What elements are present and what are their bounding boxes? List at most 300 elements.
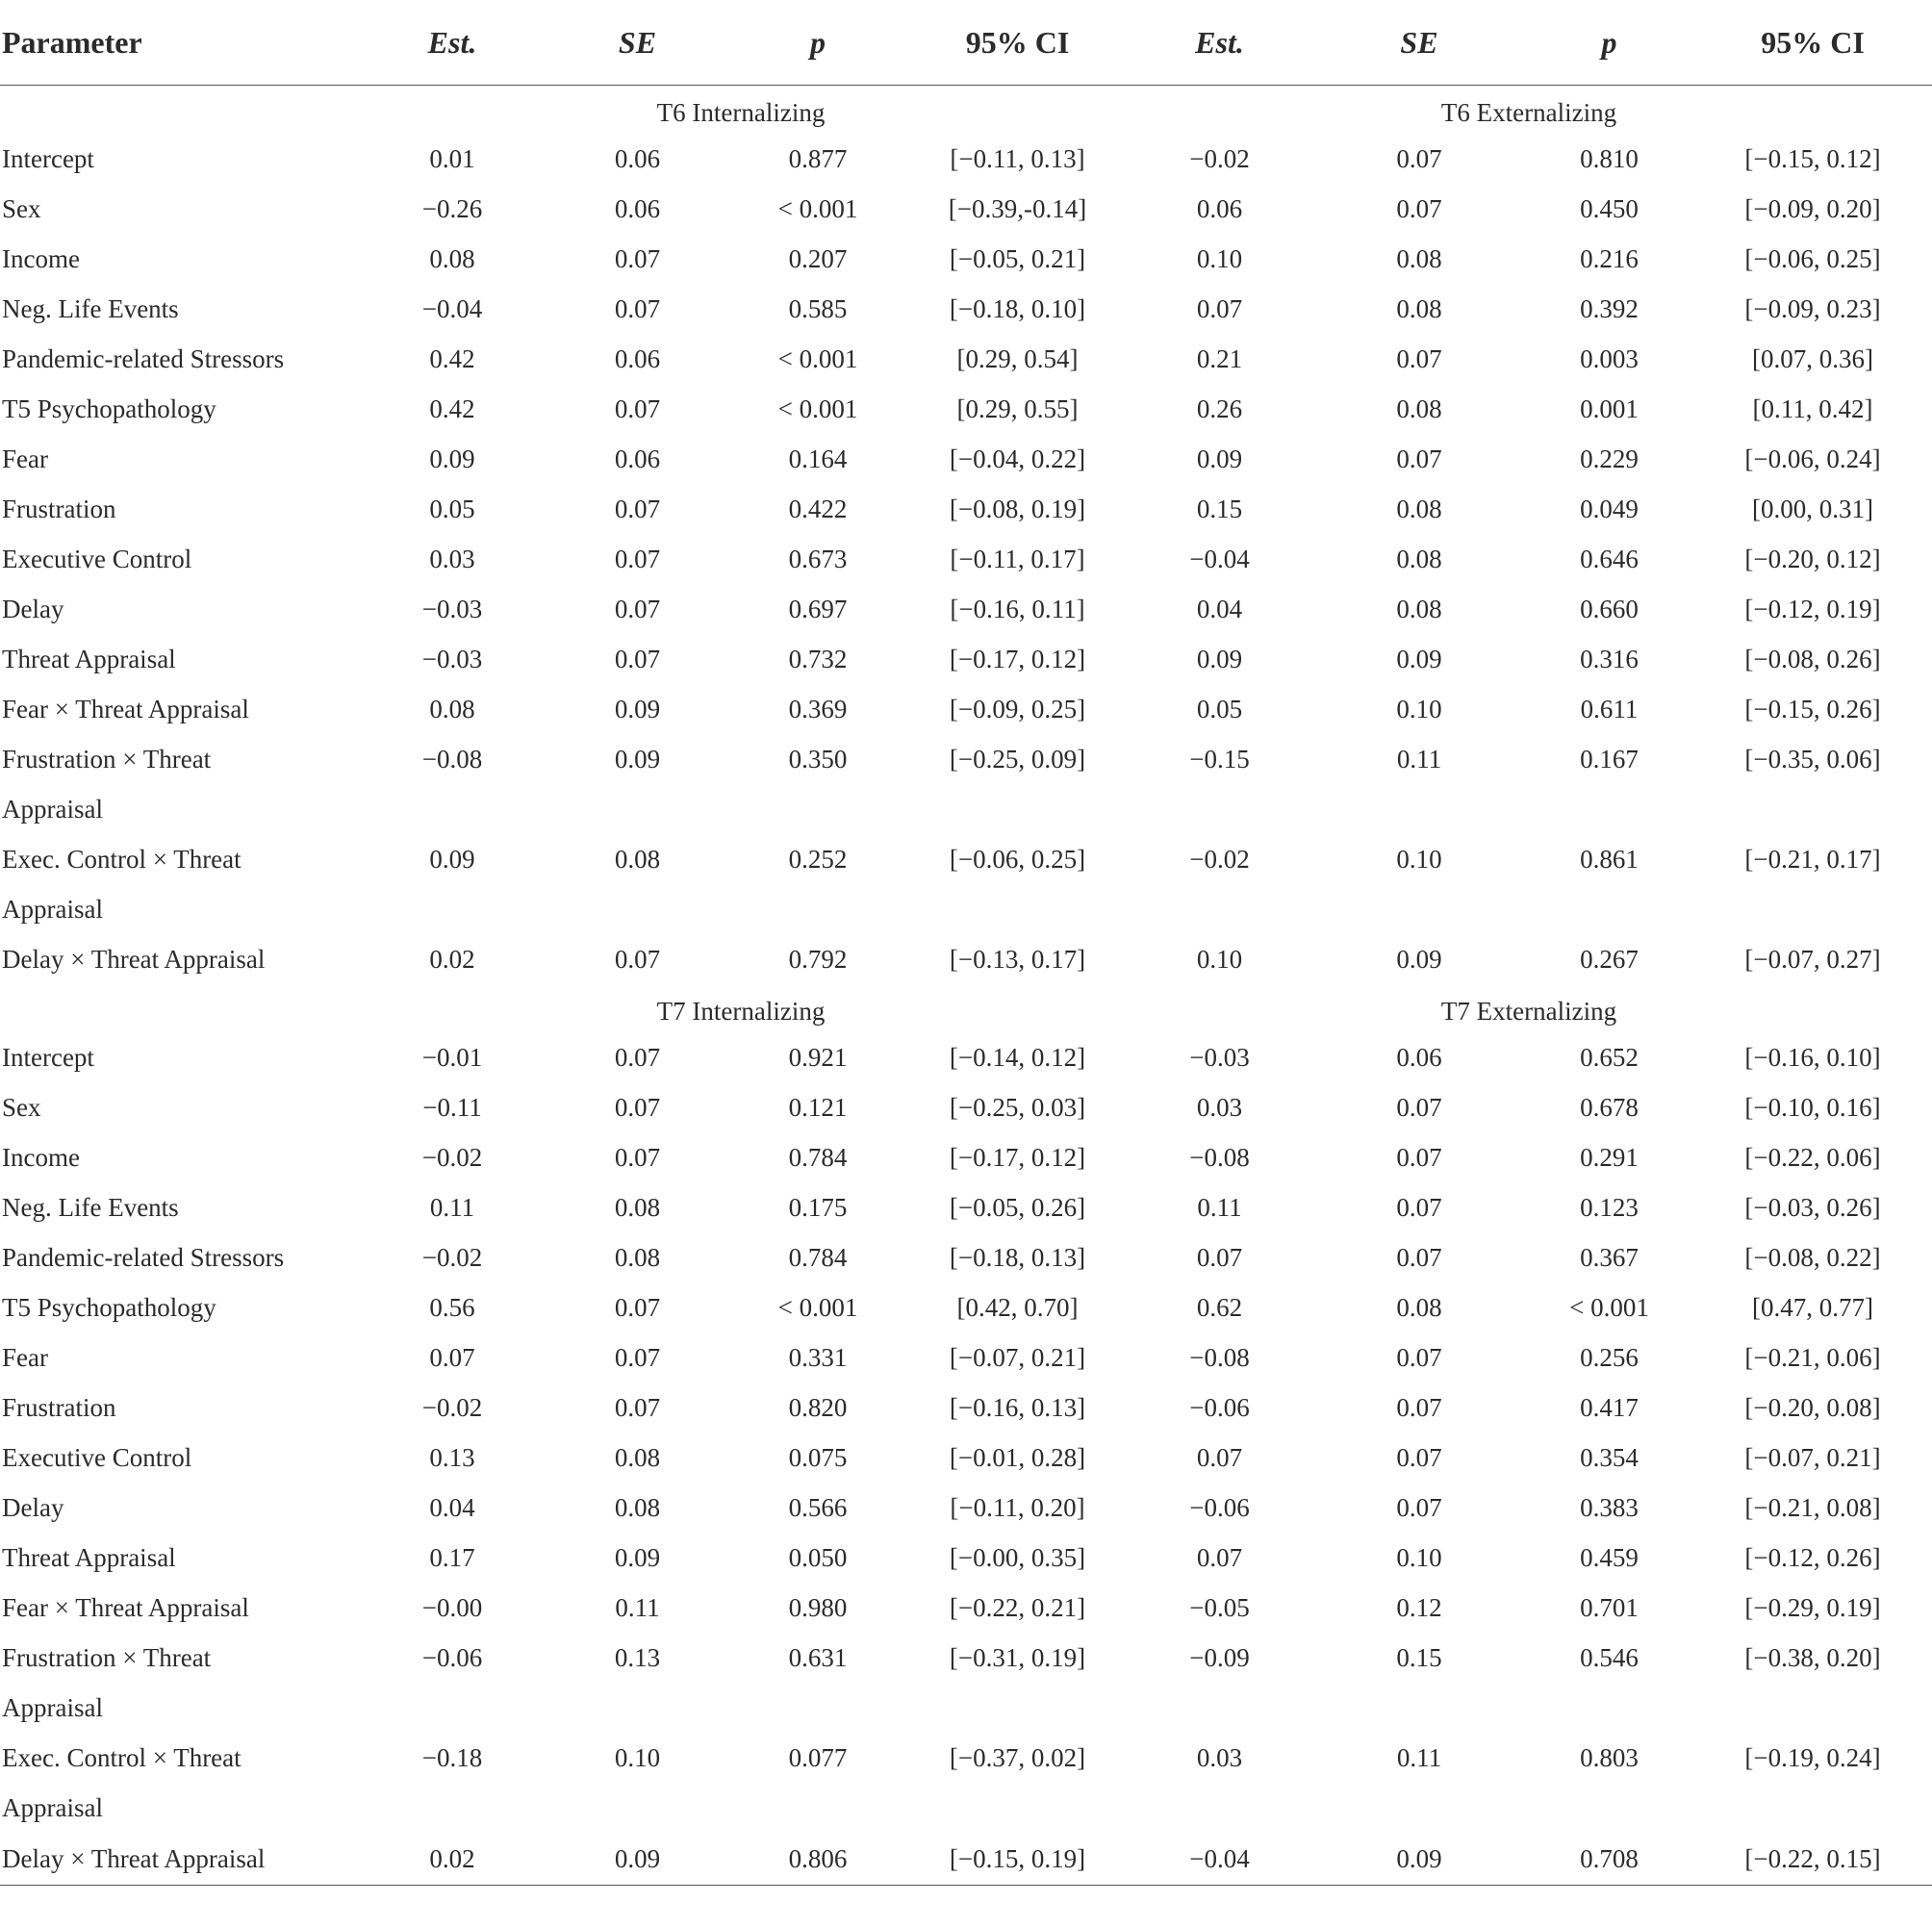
value-cell: 0.09 (548, 1833, 726, 1886)
value-cell: 0.216 (1580, 243, 1639, 273)
value-cell: 0.06 (614, 193, 661, 223)
empty-cell (356, 884, 548, 934)
value-cell: 0.07 (614, 1092, 661, 1122)
value-cell: −0.04 (1126, 1833, 1313, 1886)
value-cell: < 0.001 (777, 1292, 858, 1322)
value-cell: 0.331 (788, 1342, 848, 1372)
value-cell: 0.167 (1580, 744, 1639, 774)
value-cell: 0.42 (429, 393, 475, 423)
table-row (0, 684, 1932, 734)
value-cell: 0.566 (788, 1492, 848, 1522)
section-label-right: T6 Externalizing (1440, 97, 1617, 127)
value-cell: [−0.15, 0.19] (909, 1833, 1126, 1886)
value-cell: 0.10 (614, 1742, 661, 1772)
header-p-int: p (726, 0, 909, 86)
value-cell: 0.05 (1196, 694, 1243, 723)
value-cell: 0.07 (1396, 1092, 1442, 1122)
value-cell: 0.810 (1580, 143, 1639, 173)
value-cell: −0.15 (1189, 744, 1250, 774)
section-spacer (0, 86, 356, 135)
table-row (0, 1032, 1932, 1082)
table-body (0, 86, 1932, 1886)
value-cell: 0.077 (788, 1742, 848, 1772)
value-cell: 0.678 (1580, 1092, 1639, 1122)
value-cell: 0.07 (429, 1342, 475, 1372)
table-row (0, 934, 1932, 984)
value-cell: 0.08 (1396, 544, 1442, 573)
parameter-cell: Frustration × Threat (2, 1642, 212, 1672)
value-cell: [−0.16, 0.13] (949, 1392, 1086, 1422)
value-cell: −0.03 (1189, 1042, 1250, 1072)
value-cell: 0.803 (1580, 1742, 1639, 1772)
header-ci-int: 95% CI (909, 0, 1126, 86)
section-spacer (0, 984, 356, 1032)
value-cell: 0.049 (1580, 494, 1639, 523)
value-cell: −0.02 (421, 1142, 483, 1172)
table-row (0, 1583, 1932, 1633)
value-cell: 0.697 (788, 594, 848, 623)
table-row (0, 1833, 1932, 1886)
value-cell: [−0.12, 0.26] (1744, 1542, 1881, 1572)
empty-cell (909, 1683, 1126, 1733)
table-row-continuation (0, 884, 1932, 934)
value-cell: −0.08 (421, 744, 483, 774)
value-cell: 0.09 (429, 844, 475, 874)
value-cell: 0.07 (1396, 1392, 1442, 1422)
parameter-cell: Frustration (2, 1392, 116, 1422)
empty-cell (548, 1783, 726, 1833)
table-row (0, 384, 1932, 434)
table-row (0, 634, 1932, 684)
value-cell: [0.47, 0.77] (1752, 1292, 1873, 1322)
value-cell: 0.450 (1580, 193, 1639, 223)
value-cell: 0.708 (1525, 1833, 1693, 1886)
parameter-cell: Intercept (2, 1042, 94, 1072)
parameter-cell-continuation: Appraisal (2, 794, 103, 824)
value-cell: 0.08 (1396, 243, 1442, 273)
value-cell: 0.350 (788, 744, 848, 774)
value-cell: −0.11 (422, 1092, 482, 1122)
parameter-cell: Intercept (2, 143, 94, 173)
empty-cell (1126, 784, 1313, 834)
value-cell: [−0.11, 0.20] (950, 1492, 1085, 1522)
value-cell: 0.08 (429, 694, 475, 723)
value-cell: 0.646 (1580, 544, 1639, 573)
value-cell: 0.07 (1396, 1142, 1442, 1172)
table-row (0, 1132, 1932, 1182)
parameter-cell: Pandemic-related Stressors (2, 1242, 285, 1272)
header-ci-ext: 95% CI (1693, 0, 1932, 86)
value-cell: 0.422 (788, 494, 848, 523)
value-cell: 0.367 (1580, 1242, 1639, 1272)
table-row (0, 1082, 1932, 1132)
value-cell: 0.07 (1396, 193, 1442, 223)
value-cell: 0.08 (1396, 393, 1442, 423)
value-cell: 0.04 (429, 1492, 475, 1522)
parameter-cell: Neg. Life Events (2, 293, 179, 323)
value-cell: 0.207 (788, 243, 848, 273)
value-cell: [−0.13, 0.17] (949, 944, 1086, 974)
empty-cell (548, 1683, 726, 1733)
value-cell: 0.175 (788, 1192, 848, 1222)
value-cell: [−0.20, 0.08] (1744, 1392, 1881, 1422)
value-cell: [−0.08, 0.19] (949, 494, 1086, 523)
empty-cell (1313, 1683, 1525, 1733)
value-cell: −0.02 (421, 1242, 483, 1272)
empty-cell (726, 1783, 909, 1833)
value-cell: [−0.08, 0.26] (1744, 644, 1881, 673)
value-cell: < 0.001 (777, 193, 858, 223)
parameter-cell: Income (2, 1142, 80, 1172)
empty-cell (1693, 1683, 1932, 1733)
value-cell: [−0.14, 0.12] (949, 1042, 1086, 1072)
value-cell: [−0.04, 0.22] (949, 444, 1086, 473)
value-cell: 0.09 (1396, 944, 1442, 974)
value-cell: −0.06 (1189, 1392, 1250, 1422)
value-cell: 0.07 (614, 1142, 661, 1172)
value-cell: 0.07 (1396, 1442, 1442, 1472)
value-cell: 0.050 (788, 1542, 848, 1572)
value-cell: [−0.38, 0.20] (1744, 1642, 1881, 1672)
value-cell: 0.291 (1580, 1142, 1639, 1172)
value-cell: 0.611 (1580, 694, 1639, 723)
empty-cell (1313, 884, 1525, 934)
value-cell: 0.07 (1196, 1542, 1243, 1572)
parameter-cell: Frustration (2, 494, 116, 523)
value-cell: 0.07 (614, 544, 661, 573)
value-cell: 0.09 (614, 694, 661, 723)
value-cell: 0.08 (614, 844, 661, 874)
value-cell: 0.56 (429, 1292, 475, 1322)
value-cell: 0.631 (788, 1642, 848, 1672)
value-cell: 0.07 (614, 494, 661, 523)
value-cell: 0.07 (614, 393, 661, 423)
value-cell: 0.07 (614, 1342, 661, 1372)
value-cell: [−0.05, 0.21] (949, 243, 1086, 273)
value-cell: −0.09 (1189, 1642, 1250, 1672)
value-cell: [−0.17, 0.12] (949, 1142, 1086, 1172)
value-cell: 0.10 (1196, 944, 1243, 974)
value-cell: 0.15 (1196, 494, 1243, 523)
value-cell: [−0.11, 0.17] (950, 544, 1085, 573)
value-cell: [−0.03, 0.26] (1744, 1192, 1881, 1222)
value-cell: 0.316 (1580, 644, 1639, 673)
value-cell: 0.267 (1580, 944, 1639, 974)
parameter-cell-continuation: Appraisal (2, 1692, 103, 1722)
value-cell: 0.369 (788, 694, 848, 723)
value-cell: 0.784 (788, 1242, 848, 1272)
table-row (0, 834, 1932, 884)
value-cell: 0.11 (429, 1192, 475, 1222)
value-cell: 0.08 (614, 1242, 661, 1272)
parameter-cell: Fear × Threat Appraisal (2, 694, 249, 723)
table-row (0, 434, 1932, 484)
value-cell: 0.459 (1580, 1542, 1639, 1572)
table-row (0, 1332, 1932, 1383)
section-label-right: T7 Externalizing (1440, 996, 1617, 1026)
value-cell: [−0.22, 0.15] (1693, 1833, 1932, 1886)
value-cell: [−0.07, 0.21] (1744, 1442, 1881, 1472)
header-est-int: Est. (356, 0, 548, 86)
value-cell: [0.11, 0.42] (1752, 393, 1873, 423)
value-cell: −0.08 (1189, 1342, 1250, 1372)
value-cell: 0.26 (1196, 393, 1243, 423)
section-label-left: T7 Internalizing (656, 996, 826, 1026)
empty-cell (356, 1683, 548, 1733)
value-cell: [−0.06, 0.25] (949, 844, 1086, 874)
value-cell: 0.09 (1313, 1833, 1525, 1886)
value-cell: 0.07 (1396, 444, 1442, 473)
value-cell: 0.820 (788, 1392, 848, 1422)
value-cell: −0.18 (421, 1742, 483, 1772)
value-cell: −0.26 (421, 193, 483, 223)
value-cell: −0.03 (421, 644, 483, 673)
section-header-row (0, 984, 1932, 1032)
value-cell: [−0.10, 0.16] (1744, 1092, 1881, 1122)
parameter-cell: Delay (2, 594, 64, 623)
value-cell: [−0.29, 0.19] (1744, 1592, 1881, 1622)
table-row (0, 1232, 1932, 1282)
empty-cell (1126, 884, 1313, 934)
value-cell: 0.08 (1396, 594, 1442, 623)
empty-cell (1693, 784, 1932, 834)
parameter-cell: Pandemic-related Stressors (2, 343, 285, 373)
value-cell: [−0.35, 0.06] (1744, 744, 1881, 774)
value-cell: 0.229 (1580, 444, 1639, 473)
parameter-cell: Exec. Control × Threat (2, 1742, 242, 1772)
value-cell: −0.04 (421, 293, 483, 323)
value-cell: 0.392 (1580, 293, 1639, 323)
parameter-cell-continuation: Appraisal (2, 894, 103, 924)
table-row-continuation (0, 1783, 1932, 1833)
value-cell: 0.09 (1196, 444, 1243, 473)
parameter-cell: Delay × Threat Appraisal (0, 1833, 356, 1886)
value-cell: [0.29, 0.54] (956, 343, 1079, 373)
parameter-cell: Delay × Threat Appraisal (2, 944, 266, 974)
value-cell: [−0.00, 0.35] (949, 1542, 1086, 1572)
value-cell: 0.07 (614, 1392, 661, 1422)
value-cell: [0.42, 0.70] (956, 1292, 1079, 1322)
value-cell: 0.07 (1396, 1492, 1442, 1522)
value-cell: 0.09 (614, 744, 661, 774)
value-cell: [−0.25, 0.09] (949, 744, 1086, 774)
value-cell: −0.01 (421, 1042, 483, 1072)
value-cell: 0.546 (1580, 1642, 1639, 1672)
header-se-ext: SE (1313, 0, 1525, 86)
value-cell: 0.921 (788, 1042, 848, 1072)
parameter-cell-continuation: Appraisal (2, 1792, 103, 1822)
value-cell: 0.07 (614, 243, 661, 273)
value-cell: [−0.18, 0.13] (949, 1242, 1086, 1272)
value-cell: 0.123 (1580, 1192, 1639, 1222)
value-cell: 0.13 (429, 1442, 475, 1472)
parameter-cell: T5 Psychopathology (2, 1292, 216, 1322)
value-cell: [−0.25, 0.03] (949, 1092, 1086, 1122)
header-p-ext: p (1525, 0, 1693, 86)
value-cell: 0.07 (1396, 1192, 1442, 1222)
parameter-cell: Income (2, 243, 80, 273)
value-cell: 0.980 (788, 1592, 848, 1622)
value-cell: 0.17 (429, 1542, 475, 1572)
value-cell: [−0.21, 0.08] (1744, 1492, 1881, 1522)
empty-cell (909, 784, 1126, 834)
table-row (0, 1733, 1932, 1783)
section-label-left: T6 Internalizing (656, 97, 826, 127)
value-cell: 0.07 (1396, 343, 1442, 373)
value-cell: 0.861 (1580, 844, 1639, 874)
value-cell: 0.701 (1580, 1592, 1639, 1622)
value-cell: [−0.15, 0.12] (1744, 143, 1881, 173)
value-cell: 0.62 (1196, 1292, 1243, 1322)
value-cell: [−0.18, 0.10] (949, 293, 1086, 323)
table-row (0, 234, 1932, 284)
table-row (0, 484, 1932, 534)
value-cell: 0.673 (788, 544, 848, 573)
value-cell: [−0.07, 0.27] (1744, 944, 1881, 974)
table-row (0, 534, 1932, 584)
value-cell: 0.732 (788, 644, 848, 673)
parameter-cell: T5 Psychopathology (2, 393, 216, 423)
table-row (0, 284, 1932, 334)
value-cell: < 0.001 (1569, 1292, 1649, 1322)
value-cell: 0.121 (788, 1092, 848, 1122)
value-cell: 0.03 (1196, 1742, 1243, 1772)
value-cell: 0.11 (1396, 744, 1442, 774)
value-cell: 0.07 (614, 1292, 661, 1322)
value-cell: 0.42 (429, 343, 475, 373)
value-cell: 0.07 (614, 1042, 661, 1072)
value-cell: [−0.15, 0.26] (1744, 694, 1881, 723)
value-cell: 0.08 (1396, 1292, 1442, 1322)
empty-cell (726, 784, 909, 834)
value-cell: 0.07 (1196, 293, 1243, 323)
value-cell: 0.11 (1197, 1192, 1242, 1222)
table-header (0, 0, 1932, 86)
empty-cell (1126, 1783, 1313, 1833)
parameter-cell: Executive Control (2, 1442, 192, 1472)
value-cell: 0.09 (614, 1542, 661, 1572)
value-cell: 0.256 (1580, 1342, 1639, 1372)
value-cell: [0.29, 0.55] (956, 393, 1079, 423)
value-cell: [−0.22, 0.06] (1744, 1142, 1881, 1172)
value-cell: [−0.12, 0.19] (1744, 594, 1881, 623)
value-cell: [−0.39,-0.14] (948, 193, 1087, 223)
value-cell: 0.01 (429, 143, 475, 173)
value-cell: 0.02 (429, 944, 475, 974)
empty-cell (356, 784, 548, 834)
value-cell: [−0.01, 0.28] (949, 1442, 1086, 1472)
value-cell: [−0.09, 0.23] (1744, 293, 1881, 323)
value-cell: 0.354 (1580, 1442, 1639, 1472)
value-cell: 0.06 (1196, 193, 1243, 223)
value-cell: 0.806 (726, 1833, 909, 1886)
parameter-cell: Fear (2, 444, 48, 473)
value-cell: 0.15 (1396, 1642, 1442, 1672)
value-cell: 0.08 (614, 1442, 661, 1472)
value-cell: 0.06 (614, 143, 661, 173)
value-cell: −0.06 (1189, 1492, 1250, 1522)
empty-cell (356, 1783, 548, 1833)
value-cell: [0.00, 0.31] (1752, 494, 1873, 523)
empty-cell (1525, 1783, 1693, 1833)
value-cell: 0.11 (615, 1592, 660, 1622)
empty-cell (1525, 884, 1693, 934)
value-cell: 0.10 (1396, 1542, 1442, 1572)
parameter-cell: Delay (2, 1492, 64, 1522)
parameter-cell: Executive Control (2, 544, 192, 573)
empty-cell (1126, 1683, 1313, 1733)
value-cell: 0.07 (614, 293, 661, 323)
value-cell: [−0.08, 0.22] (1744, 1242, 1881, 1272)
value-cell: [−0.09, 0.20] (1744, 193, 1881, 223)
value-cell: [−0.37, 0.02] (949, 1742, 1086, 1772)
value-cell: 0.08 (614, 1192, 661, 1222)
parameter-cell: Fear × Threat Appraisal (2, 1592, 249, 1622)
value-cell: 0.652 (1580, 1042, 1639, 1072)
table-row (0, 1533, 1932, 1583)
value-cell: [−0.16, 0.11] (950, 594, 1085, 623)
value-cell: [−0.31, 0.19] (949, 1642, 1086, 1672)
table-row (0, 1483, 1932, 1533)
parameter-cell: Sex (2, 193, 41, 223)
empty-cell (1313, 784, 1525, 834)
value-cell: −0.00 (421, 1592, 483, 1622)
value-cell: 0.10 (1396, 694, 1442, 723)
value-cell: < 0.001 (777, 343, 858, 373)
value-cell: 0.003 (1580, 343, 1639, 373)
value-cell: 0.02 (356, 1833, 548, 1886)
parameter-cell: Exec. Control × Threat (2, 844, 242, 874)
header-parameter: Parameter (0, 0, 356, 86)
empty-cell (1693, 1783, 1932, 1833)
table-row (0, 1383, 1932, 1433)
table-row (0, 184, 1932, 234)
value-cell: 0.07 (1396, 1242, 1442, 1272)
value-cell: 0.09 (1196, 644, 1243, 673)
section-header-row (0, 86, 1932, 135)
value-cell: −0.02 (1189, 844, 1250, 874)
value-cell: [−0.16, 0.10] (1744, 1042, 1881, 1072)
table-row (0, 1182, 1932, 1232)
parameter-cell: Threat Appraisal (2, 1542, 176, 1572)
table-row-continuation (0, 784, 1932, 834)
value-cell: 0.001 (1580, 393, 1639, 423)
value-cell: 0.05 (429, 494, 475, 523)
table-row (0, 734, 1932, 784)
empty-cell (1313, 1783, 1525, 1833)
table-row (0, 134, 1932, 184)
parameter-cell: Threat Appraisal (2, 644, 176, 673)
parameter-cell: Sex (2, 1092, 41, 1122)
value-cell: 0.660 (1580, 594, 1639, 623)
table-row-continuation (0, 1683, 1932, 1733)
empty-cell (1525, 784, 1693, 834)
parameter-cell: Fear (2, 1342, 48, 1372)
value-cell: 0.09 (1396, 644, 1442, 673)
value-cell: [−0.05, 0.26] (949, 1192, 1086, 1222)
value-cell: 0.07 (614, 944, 661, 974)
value-cell: −0.02 (1189, 143, 1250, 173)
value-cell: −0.04 (1189, 544, 1250, 573)
table-row (0, 584, 1932, 634)
value-cell: 0.784 (788, 1142, 848, 1172)
value-cell: 0.10 (1396, 844, 1442, 874)
table-row (0, 1282, 1932, 1332)
value-cell: 0.07 (1196, 1242, 1243, 1272)
value-cell: [−0.22, 0.21] (949, 1592, 1086, 1622)
value-cell: 0.11 (1396, 1742, 1442, 1772)
value-cell: 0.252 (788, 844, 848, 874)
